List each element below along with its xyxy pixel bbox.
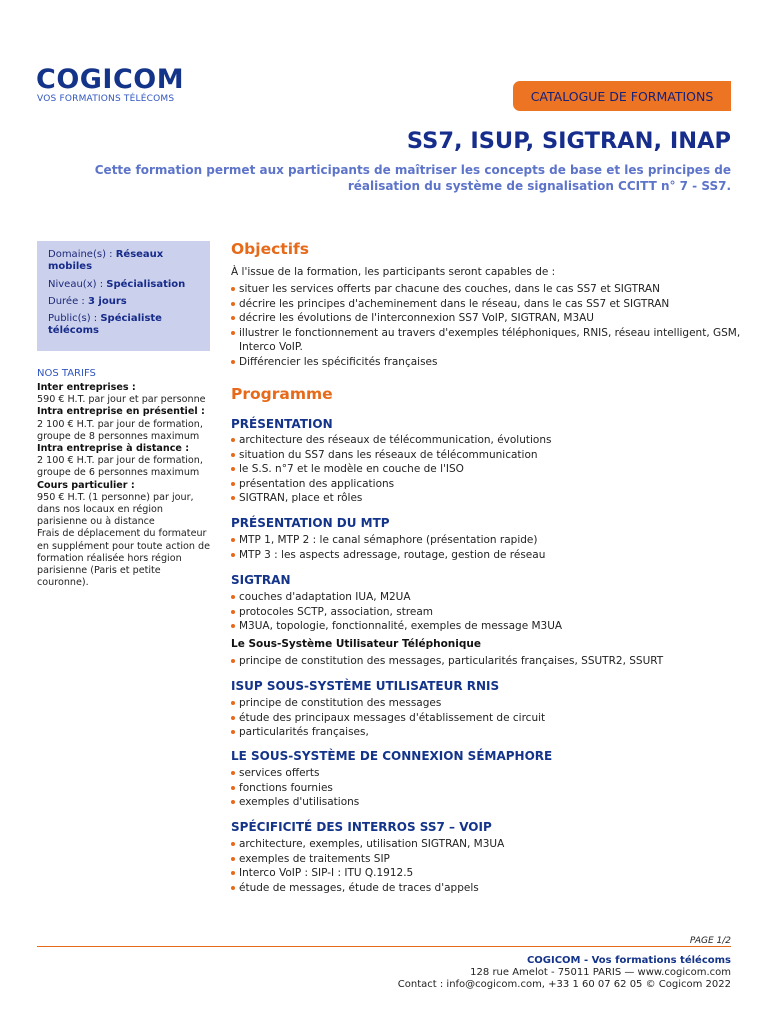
course-info-box bbox=[37, 241, 210, 351]
list-item bbox=[231, 866, 741, 881]
section-mtp-title: PRÉSENTATION DU MTP bbox=[231, 516, 390, 530]
list-item bbox=[231, 355, 741, 370]
duree-value: 3 jours bbox=[87, 296, 127, 307]
list-item-text: principe de constitution des messages bbox=[239, 697, 442, 709]
list-item-text: couches d'adaptation IUA, M2UA bbox=[239, 591, 411, 603]
public-label: Public(s) : bbox=[48, 313, 98, 324]
list-item bbox=[231, 619, 741, 634]
bullet-icon bbox=[231, 871, 235, 875]
company-logo: COGICOM bbox=[36, 64, 185, 95]
list-item-text: illustrer le fonctionnement au travers d'exemples téléphoniques, RNIS, réseau intelligent, GSM, Interco VoIP. bbox=[239, 326, 741, 354]
list-item-text: exemples de traitements SIP bbox=[239, 852, 390, 865]
info-domaine bbox=[48, 249, 203, 273]
list-item bbox=[231, 711, 741, 726]
tarif-intra-text: 2 100 € H.T. par jour de formation, groupe de 8 personnes maximum bbox=[37, 418, 203, 442]
bullet-icon bbox=[231, 453, 235, 457]
course-title: SS7, ISUP, SIGTRAN, INAP bbox=[406, 128, 731, 154]
list-item bbox=[231, 491, 741, 506]
footer-company: COGICOM - Vos formations télécoms bbox=[526, 955, 731, 966]
page-number: PAGE 1/2 bbox=[689, 936, 731, 946]
section-voip-title: SPÉCIFICITÉ DES INTERROS SS7 – VOIP bbox=[231, 820, 492, 834]
list-item-text: étude de messages, étude de traces d'appels bbox=[239, 881, 479, 894]
list-item-text: situation du SS7 dans les réseaux de télécommunication bbox=[239, 448, 538, 461]
bullet-icon bbox=[231, 886, 235, 890]
list-item-text: le S.S. n°7 et le modèle en couche de l'ISO bbox=[239, 463, 464, 476]
bullet-icon bbox=[231, 842, 235, 846]
list-item bbox=[231, 725, 741, 740]
bullet-icon bbox=[231, 701, 235, 705]
tarif-distance-text: 2 100 € H.T. par jour de formation, groupe de 6 personnes maximum bbox=[37, 455, 203, 479]
bullet-icon bbox=[231, 659, 235, 663]
list-item bbox=[231, 852, 741, 867]
bullet-icon bbox=[231, 730, 235, 734]
bullet-icon bbox=[231, 595, 235, 599]
bullet-icon bbox=[231, 438, 235, 442]
info-niveau bbox=[48, 279, 203, 291]
list-item bbox=[231, 766, 741, 781]
list-item-text: MTP 1, MTP 2 : le canal sémaphore (présentation rapide) bbox=[239, 534, 538, 546]
list-item bbox=[231, 311, 741, 326]
tarifs-block bbox=[37, 382, 212, 589]
bullet-icon bbox=[231, 553, 235, 557]
list-item bbox=[231, 795, 741, 810]
list-item-text: protocoles SCTP, association, stream bbox=[239, 605, 434, 618]
section-presentation-title: PRÉSENTATION bbox=[231, 417, 333, 431]
list-item bbox=[231, 448, 741, 463]
list-item bbox=[231, 477, 741, 492]
bullet-icon bbox=[231, 302, 235, 306]
domaine-label: Domaine(s) : bbox=[48, 249, 113, 260]
list-item-text: M3UA, topologie, fonctionnalité, exemples de message M3UA bbox=[239, 620, 563, 633]
section-sigtran-list bbox=[231, 590, 741, 634]
list-item bbox=[231, 533, 741, 548]
niveau-label: Niveau(x) : bbox=[48, 279, 104, 290]
list-item bbox=[231, 462, 741, 477]
list-item-text: services offerts bbox=[239, 767, 320, 779]
list-item-text: principe de constitution des messages, particularités françaises, SSUTR2, SSURT bbox=[239, 655, 664, 667]
niveau-value: Spécialisation bbox=[106, 279, 186, 290]
section-sigtran-title: SIGTRAN bbox=[231, 573, 291, 587]
list-item bbox=[231, 548, 741, 563]
tarif-distance-label: Intra entreprise à distance : bbox=[37, 443, 190, 455]
logo-tagline: VOS FORMATIONS TÉLÉCOMS bbox=[37, 94, 175, 104]
section-voip-list bbox=[231, 837, 741, 895]
list-item-text: décrire les principes d'acheminement dans le réseau, dans le cas SS7 et SIGTRAN bbox=[239, 297, 670, 310]
bullet-icon bbox=[231, 538, 235, 542]
list-item-text: décrire les évolutions de l'interconnexion SS7 VoIP, SIGTRAN, M3AU bbox=[239, 312, 594, 325]
bullet-icon bbox=[231, 316, 235, 320]
bullet-icon bbox=[231, 467, 235, 471]
bullet-icon bbox=[231, 786, 235, 790]
bullet-icon bbox=[231, 360, 235, 364]
section-mtp-list bbox=[231, 533, 741, 562]
section-sccp-list bbox=[231, 766, 741, 810]
list-item-text: MTP 3 : les aspects adressage, routage, gestion de réseau bbox=[239, 548, 546, 561]
bullet-icon bbox=[231, 771, 235, 775]
objectifs-list bbox=[231, 282, 741, 370]
info-public bbox=[48, 313, 203, 337]
bullet-icon bbox=[231, 857, 235, 861]
public-value: Spécialiste télécoms bbox=[48, 313, 162, 336]
duree-label: Durée : bbox=[48, 296, 85, 307]
list-item bbox=[231, 696, 741, 711]
list-item bbox=[231, 297, 741, 312]
programme-heading: Programme bbox=[231, 385, 333, 403]
footer-contact: Contact : info@cogicom.com, +33 1 60 07 62 05 © Cogicom 2022 bbox=[397, 979, 731, 990]
domaine-value: Réseaux mobiles bbox=[48, 249, 164, 272]
tarif-intra-label: Intra entreprise en présentiel : bbox=[37, 406, 205, 418]
list-item-text: Interco VoIP : SIP-I : ITU Q.1912.5 bbox=[239, 867, 414, 880]
list-item-text: exemples d'utilisations bbox=[239, 796, 360, 809]
section-isup-title: ISUP SOUS-SYSTÈME UTILISATEUR RNIS bbox=[231, 679, 500, 693]
list-item-text: particularités françaises, bbox=[239, 726, 369, 739]
list-item bbox=[231, 654, 741, 669]
footer-divider bbox=[37, 946, 731, 947]
list-item-text: présentation des applications bbox=[239, 477, 395, 490]
tarif-frais-text: Frais de déplacement du formateur en supplément pour toute action de formation réalisée hors région parisienne (Paris et petite couronne). bbox=[37, 528, 211, 589]
list-item bbox=[231, 590, 741, 605]
bullet-icon bbox=[231, 800, 235, 804]
course-subtitle: Cette formation permet aux participants de maîtriser les concepts de base et les principes de réalisation du système de signalisation CCITT n° 7 - SS7. bbox=[94, 163, 731, 193]
objectifs-intro: À l'issue de la formation, les participants seront capables de : bbox=[231, 266, 556, 278]
bullet-icon bbox=[231, 496, 235, 500]
list-item bbox=[231, 837, 741, 852]
list-item bbox=[231, 605, 741, 620]
list-item-text: fonctions fournies bbox=[239, 781, 333, 794]
list-item-text: étude des principaux messages d'établissement de circuit bbox=[239, 711, 546, 724]
bullet-icon bbox=[231, 287, 235, 291]
objectifs-heading: Objectifs bbox=[231, 240, 309, 258]
section-sccp-title: LE SOUS-SYSTÈME DE CONNEXION SÉMAPHORE bbox=[231, 749, 553, 763]
list-item-text: situer les services offerts par chacune des couches, dans le cas SS7 et SIGTRAN bbox=[239, 283, 660, 295]
info-duree bbox=[48, 296, 203, 308]
list-item-text: architecture des réseaux de télécommunication, évolutions bbox=[239, 434, 552, 446]
bullet-icon bbox=[231, 624, 235, 628]
footer-address: 128 rue Amelot - 75011 PARIS — www.cogicom.com bbox=[470, 967, 731, 978]
bullet-icon bbox=[231, 331, 235, 335]
tarif-particulier-text: 950 € H.T. (1 personne) par jour, dans nos locaux en région parisienne ou à distance bbox=[37, 491, 194, 528]
list-item bbox=[231, 433, 741, 448]
list-item bbox=[231, 881, 741, 896]
list-item-text: architecture, exemples, utilisation SIGTRAN, M3UA bbox=[239, 838, 505, 850]
subsection-ssut-list bbox=[231, 654, 741, 669]
catalog-badge: CATALOGUE DE FORMATIONS bbox=[513, 81, 731, 111]
bullet-icon bbox=[231, 482, 235, 486]
tarif-inter-text: 590 € H.T. par jour et par personne bbox=[37, 394, 206, 406]
section-presentation-list bbox=[231, 433, 741, 506]
tarif-inter-label: Inter entreprises : bbox=[37, 382, 136, 393]
tarifs-heading: NOS TARIFS bbox=[37, 368, 96, 379]
bullet-icon bbox=[231, 610, 235, 614]
subsection-ssut-title: Le Sous-Système Utilisateur Téléphonique bbox=[231, 638, 481, 650]
list-item bbox=[231, 326, 741, 355]
tarif-particulier-label: Cours particulier : bbox=[37, 479, 135, 491]
list-item-text: SIGTRAN, place et rôles bbox=[239, 492, 363, 505]
list-item bbox=[231, 282, 741, 297]
bullet-icon bbox=[231, 716, 235, 720]
list-item bbox=[231, 781, 741, 796]
section-isup-list bbox=[231, 696, 741, 740]
list-item-text: Différencier les spécificités françaises bbox=[239, 355, 438, 368]
